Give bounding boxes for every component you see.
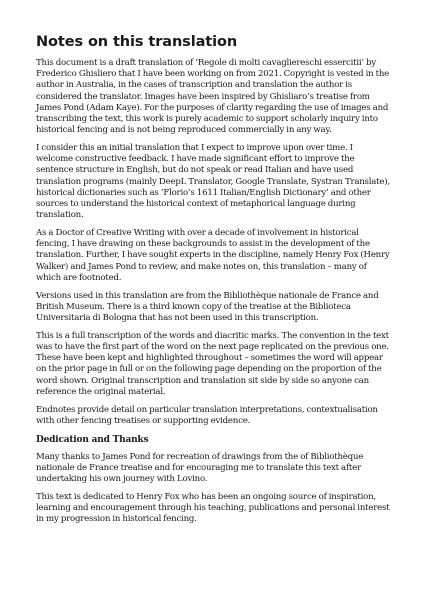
- page-title: Notes on this translation: [36, 34, 238, 50]
- document-page: [36, 33, 391, 532]
- section-heading-dedication: Dedication and Thanks: [36, 434, 149, 445]
- paragraph-copyright: This document is a draft translation of ‘Regole di molti cavagliereschi essercitii’ by Frederico Ghisliero that I have been working on from 2021. Copyright is vested in the author in Australia, in the cases of transcription and translation the author is considered the translator. Images have been inspired by Ghisliaro’s treatise from James Pond (Adam Kaye). For the purposes of clarity regarding the use of images and transcribing the text, this work is purely academic to support scholarly inquiry into historical fencing and is not being reproduced commercially in any way.: [36, 58, 390, 136]
- paragraph-thanks: Many thanks to James Pond for recreation of drawings from the of Bibliothèque nationale de France treatise and for encouraging me to translate this text after undertaking his own journey with Lovino.: [36, 451, 364, 485]
- paragraph-initial-translation: I consider this an initial translation that I expect to improve upon over time. I welcome constructive feedback. I have made significant effort to improve the sentence structure in English, but do not speak or read Italian and have used translation programs (mainly DeepL Translator, Google Translate, Systran Translate), historical dictionaries such as ‘Florio’s 1611 Italian/English Dictionary’ and other sources to understand the historical context of metaphorical language during translation.: [36, 143, 390, 221]
- paragraph-transcription: This is a full transcription of the words and diacritic marks. The convention in the text was to have the first part of the word on the next page replicated on the previous one. These have been kept and highlighted throughout – sometimes the word will appear on the prior page in full or on the following page depending on the proportion of the word shown. Original transcription and translation sit side by side so anyone can reference the original material.: [36, 330, 389, 397]
- paragraph-background: As a Doctor of Creative Writing with over a decade of involvement in historical fencing, I have drawing on these backgrounds to assist in the development of the translation. Further, I have sought experts in the discipline, namely Henry Fox (Henry Walker) and James Pond to review, and make notes on, this translation – many of which are footnoted.: [36, 228, 390, 283]
- paragraph-versions: Versions used in this translation are from the Bibliothèque nationale de France and British Museum. There is a third known copy of the treatise at the Biblioteca Universitaria di Bologna that has not been used in this transcription.: [36, 290, 379, 324]
- paragraph-dedication: This text is dedicated to Henry Fox who has been an ongoing source of inspiration, learning and encouragement through his teaching, publications and personal interest in my progression in historical fencing.: [36, 491, 390, 525]
- paragraph-endnotes: Endnotes provide detail on particular translation interpretations, contextualisation with other fencing treatises or supporting evidence.: [36, 404, 378, 426]
